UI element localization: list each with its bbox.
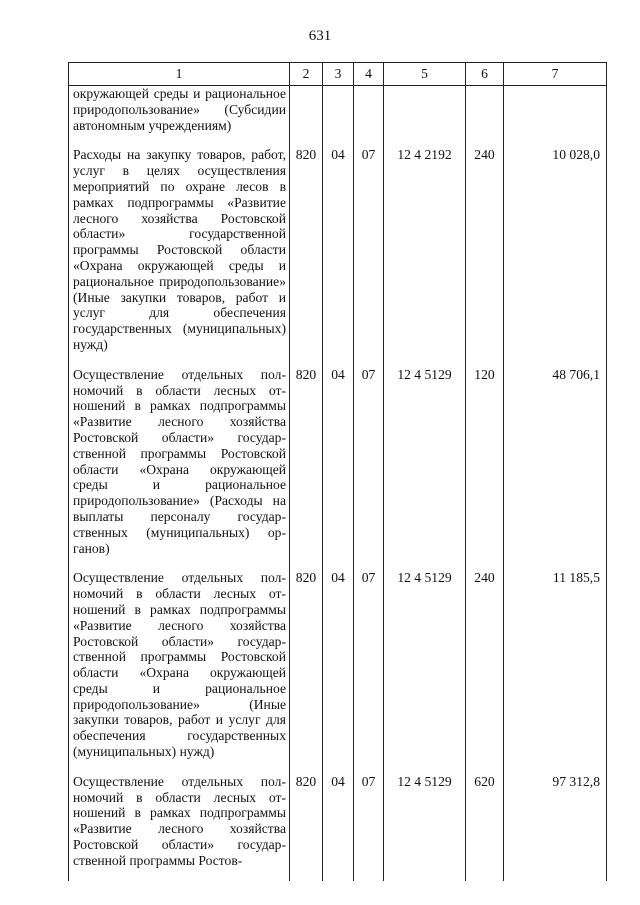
table-row [69, 568, 607, 772]
column-header-7: 7 [504, 63, 607, 86]
row-section-code: 04 [323, 145, 354, 364]
row-section-code: 04 [323, 772, 354, 881]
budget-table [68, 62, 607, 881]
table-header-row [69, 63, 607, 86]
table-row [69, 145, 607, 364]
row-expense-type: 240 [466, 568, 504, 772]
row-ministry-code: 820 [290, 568, 323, 772]
table-row [69, 772, 607, 881]
table-row [69, 86, 607, 146]
row-description: Осуществление отдельных полномочий в области лесных отношений в рамках подпрограммы «Развитие лесного хозяйства Ростовской области» государственной программы Ростов- [69, 772, 290, 881]
row-amount: 11 185,5 [504, 568, 607, 772]
column-header-5: 5 [384, 63, 466, 86]
row-expense-type: 240 [466, 145, 504, 364]
row-subsection-code [354, 86, 384, 146]
row-target-code: 12 4 5129 [384, 365, 466, 569]
row-description: окружающей среды и рациональное природопользование» (Субсидии автономным учреждениям) [69, 86, 290, 146]
row-section-code: 04 [323, 365, 354, 569]
row-ministry-code: 820 [290, 772, 323, 881]
row-subsection-code: 07 [354, 365, 384, 569]
row-target-code: 12 4 5129 [384, 772, 466, 881]
row-description: Расходы на закупку товаров, работ, услуг в целях осуществления мероприятий по охране лесов в рамках подпрограммы «Развитие лесного хозяйства Ростовской области» государственной программы Ростовской области «Охрана окружающей среды и рациональное природопользование» (Иные закупки товаров, работ и услуг для обеспечения государственных (муниципальных) нужд) [69, 145, 290, 364]
row-expense-type [466, 86, 504, 146]
row-subsection-code: 07 [354, 772, 384, 881]
row-expense-type: 120 [466, 365, 504, 569]
row-description: Осуществление отдельных полномочий в области лесных отношений в рамках подпрограммы «Развитие лесного хозяйства Ростовской области» государственной программы Ростовской области «Охрана окружающей среды и рациональное природопользование» (Расходы на выплаты персоналу государственных (муниципальных) органов) [69, 365, 290, 569]
row-subsection-code: 07 [354, 568, 384, 772]
page-number: 631 [308, 28, 332, 44]
column-header-1: 1 [69, 63, 290, 86]
row-section-code [323, 86, 354, 146]
table-row [69, 365, 607, 569]
row-amount: 48 706,1 [504, 365, 607, 569]
row-target-code: 12 4 2192 [384, 145, 466, 364]
row-section-code: 04 [323, 568, 354, 772]
row-ministry-code: 820 [290, 145, 323, 364]
row-ministry-code: 820 [290, 365, 323, 569]
row-amount: 97 312,8 [504, 772, 607, 881]
row-description: Осуществление отдельных полномочий в области лесных отношений в рамках подпрограммы «Развитие лесного хозяйства Ростовской области» государственной программы Ростовской области «Охрана окружающей среды и рациональное природопользование» (Иные закупки товаров, работ и услуг для обеспечения государственных (муниципальных) нужд) [69, 568, 290, 772]
column-header-4: 4 [354, 63, 384, 86]
row-expense-type: 620 [466, 772, 504, 881]
row-target-code [384, 86, 466, 146]
row-subsection-code: 07 [354, 145, 384, 364]
column-header-2: 2 [290, 63, 323, 86]
column-header-3: 3 [323, 63, 354, 86]
column-header-6: 6 [466, 63, 504, 86]
row-ministry-code [290, 86, 323, 146]
row-target-code: 12 4 5129 [384, 568, 466, 772]
row-amount: 10 028,0 [504, 145, 607, 364]
row-amount [504, 86, 607, 146]
